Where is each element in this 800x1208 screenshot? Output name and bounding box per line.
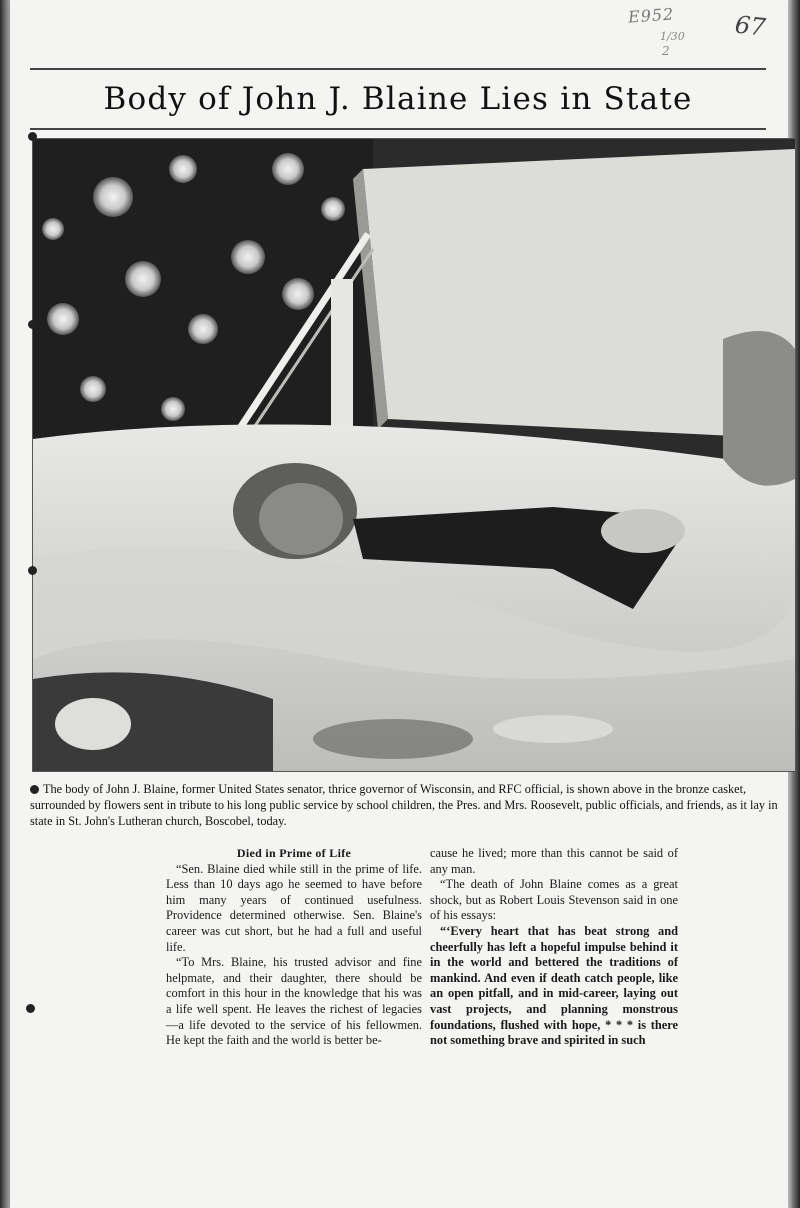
caption-text: The body of John J. Blaine, former United States senator, thrice governor of Wisconsin, and RFC official, is shown above in the bronze casket, surrounded by flowers sent in tribute to his long public service by school children, the Pres. and Mrs. Roosevelt, public officials, and friends, as it lay in state in St. John's Lutheran church, Boscobel, today. [30, 782, 778, 829]
handwritten-reference-line3: 2 [662, 44, 670, 58]
casket-photo [32, 138, 796, 772]
punch-hole [28, 132, 37, 141]
punch-hole [28, 320, 37, 329]
handwritten-reference: E952 [627, 4, 675, 27]
handwritten-page-number: 67 [733, 10, 767, 42]
photo-caption [30, 781, 792, 830]
article-paragraph: “To Mrs. Blaine, his trusted advisor and fine helpmate, and their daughter, there should be comfort in this hour in the knowledge that his was a life well spent. He leaves the richest of legacies—a life devoted to the service of his fellowmen. He kept the faith and the world is better be- [166, 955, 422, 1048]
article-paragraph: cause he lived; more than this cannot be said of any man. [430, 846, 678, 876]
handwritten-reference-line2: 1/30 [660, 30, 685, 43]
punch-hole [26, 1004, 35, 1013]
article-column-1 [166, 846, 422, 1049]
caption-bullet [30, 785, 39, 794]
article-column-2 [430, 846, 678, 1049]
photo-illustration [33, 139, 795, 771]
article-paragraph: “Sen. Blaine died while still in the prime of life. Less than 10 days ago he seemed to have before him many years of continued usefulness. Providence determined otherwise. Sen. Blaine's career was cut short, but he had a full and useful life. [166, 861, 422, 954]
punch-hole [28, 566, 37, 575]
headline: Body of John J. Blaine Lies in State [30, 68, 766, 130]
article-paragraph: “The death of John Blaine comes as a great shock, but as Robert Louis Stevenson said in one of his essays: [430, 877, 678, 923]
stevenson-quote: “‘Every heart that has beat strong and cheerfully has left a hopeful impulse behind it in the world and bettered the traditions of mankind. And even if death catch people, like an open pitfall, and in mid-career, laying out vast projects, and planning monstrous foundations, flushed with hope, * * * is there not something brave and spirited in such [430, 923, 678, 1048]
article-subhead: Died in Prime of Life [236, 846, 352, 860]
